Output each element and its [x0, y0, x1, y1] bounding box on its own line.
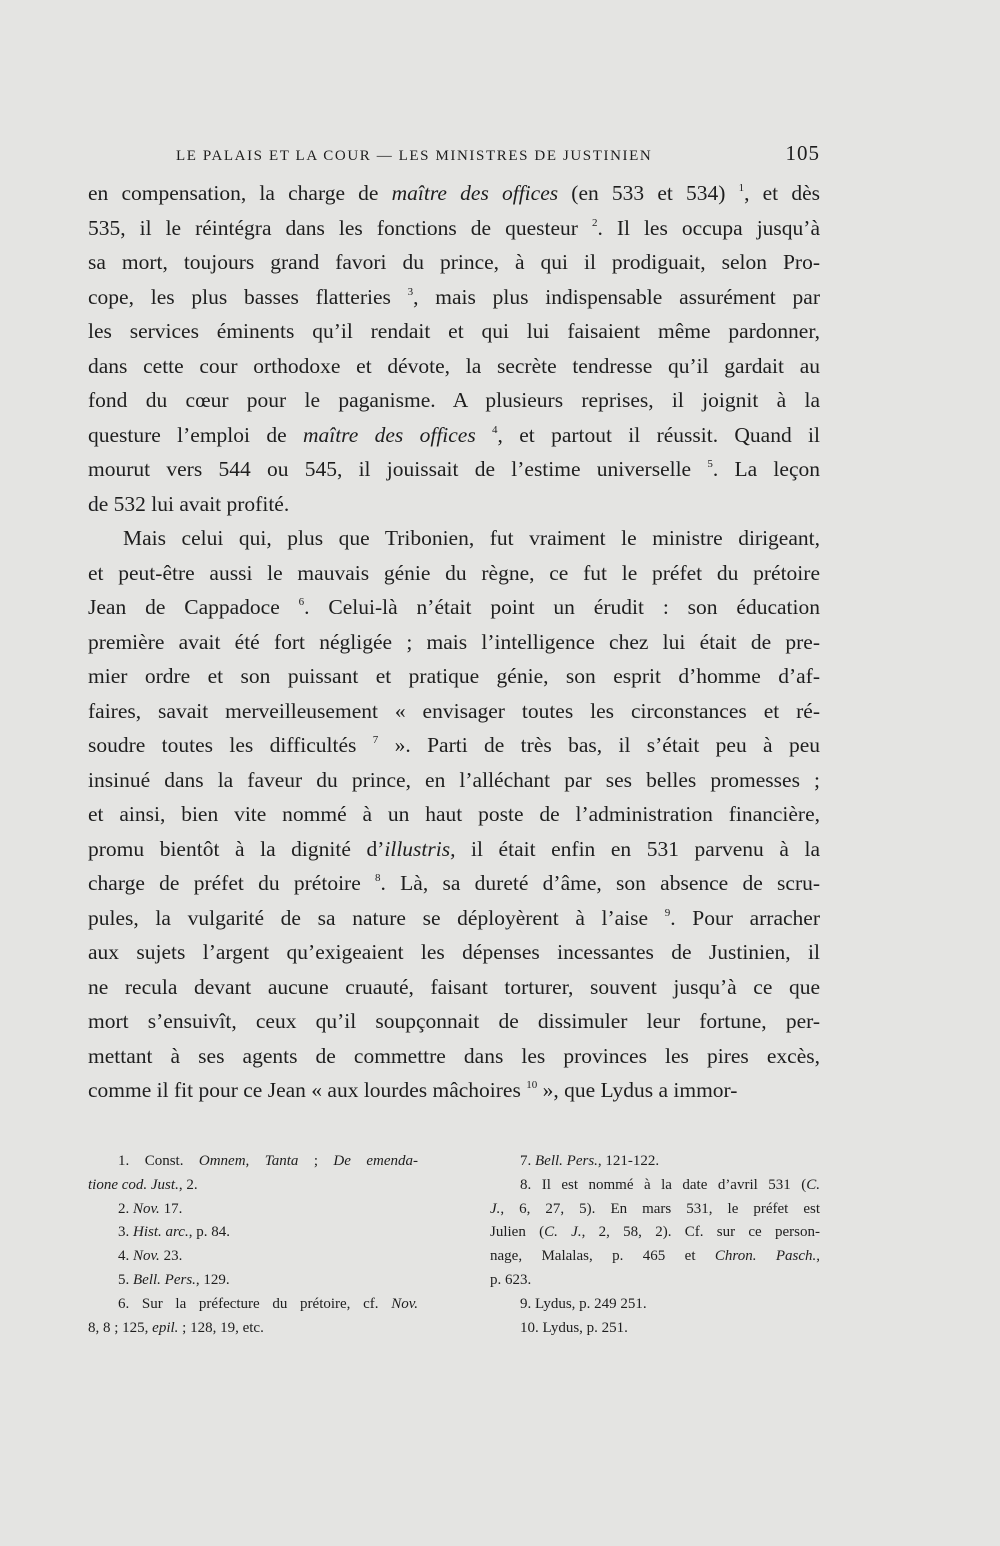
footnote: [88, 1221, 418, 1245]
text-line: promu bientôt à la dignité d’illustris, il était enfin en 531 parvenu à la: [88, 836, 820, 861]
footnote-line: 5. Bell. Pers., 129.: [118, 1271, 230, 1288]
italic-text: Omnem, Tanta: [198, 1153, 299, 1169]
italic-text: Bell. Pers.: [133, 1271, 196, 1288]
paragraph-2: [88, 521, 820, 1108]
footnote-line: tione cod. Just., 2.: [88, 1176, 198, 1193]
italic-text: Hist. arc.: [133, 1224, 189, 1241]
footnote: [88, 1293, 418, 1341]
italic-text: J.: [490, 1200, 501, 1217]
footnote-line: 1. Const. Omnem, Tanta ; De emenda-: [118, 1153, 418, 1169]
footnotes: [88, 1150, 820, 1340]
footnote: [490, 1150, 820, 1174]
footnote-marker: 10: [526, 1079, 538, 1091]
footnote-marker: 4: [492, 423, 498, 436]
text-line: les services éminents qu’il rendait et qui lui faisaient même pardonner,: [88, 319, 820, 343]
text-line: insinué dans la faveur du prince, en l’alléchant par ses belles promesses ;: [88, 767, 820, 792]
italic-text: Nov.: [133, 1200, 160, 1217]
footnote-line: 3. Hist. arc., p. 84.: [118, 1224, 230, 1241]
footnote-line: J., 6, 27, 5). En mars 531, le préfet est: [490, 1200, 820, 1217]
text-line: cope, les plus basses flatteries $^3$, mais plus indispensable assurément par: [88, 284, 821, 309]
italic-text: illustris,: [384, 836, 456, 861]
footnote-marker: 5: [707, 458, 713, 470]
text-line: ne recula devant aucune cruauté, faisant torturer, souvent jusqu’à ce que: [88, 974, 820, 999]
text-line: Mais celui qui, plus que Tribonien, fut vraiment le ministre dirigeant,: [123, 526, 820, 550]
paragraph-1: [88, 176, 820, 521]
footnote-line: 4. Nov. 23.: [118, 1248, 183, 1265]
footnote-line: 8, 8 ; 125, epil. ; 128, 19, etc.: [88, 1319, 264, 1336]
footnote: [88, 1198, 418, 1222]
text-line: mettant à ses agents de commettre dans les provinces les pires excès,: [88, 1043, 820, 1068]
text-line: faires, savait merveilleusement « envisager toutes les circonstances et ré-: [88, 698, 820, 723]
footnote-line: 8. Il est nommé à la date d’avril 531 (C.: [520, 1176, 820, 1193]
footnote-line: 2. Nov. 17.: [118, 1200, 183, 1217]
text-line: comme il fit pour ce Jean « aux lourdes mâchoires $^{10}$ », que Lydus a immor-: [88, 1078, 738, 1102]
text-line: et peut-être aussi le mauvais génie du règne, ce fut le préfet du prétoire: [88, 560, 820, 585]
text-line: et ainsi, bien vite nommé à un haut poste de l’administration financière,: [88, 802, 820, 826]
text-line: soudre toutes les difficultés $^7$ ». Parti de très bas, il s’était peu à peu: [88, 733, 820, 757]
footnote-marker: 3: [407, 285, 414, 298]
footnote-line: 6. Sur la préfecture du prétoire, cf. Nov.: [118, 1295, 418, 1312]
text-line: première avait été fort négligée ; mais l’intelligence chez lui était de pre-: [88, 629, 820, 654]
text-line: aux sujets l’argent qu’exigeaient les dépenses incessantes de Justinien, il: [88, 940, 820, 964]
footnote: [490, 1293, 820, 1317]
italic-text: maître des offices: [302, 422, 476, 447]
footnote: [88, 1150, 418, 1198]
page-header: [88, 141, 820, 171]
footnote-marker: 8: [375, 872, 381, 884]
text-line: de 532 lui avait profité.: [88, 491, 290, 516]
footnote: [88, 1245, 418, 1269]
text-line: dans cette cour orthodoxe et dévote, la secrète tendresse qu’il gardait au: [88, 353, 820, 378]
italic-text: De emenda-: [333, 1153, 418, 1169]
footnotes-left-column: [88, 1150, 418, 1340]
main-text: [88, 176, 820, 1108]
footnote-line: 9. Lydus, p. 249 251.: [520, 1295, 647, 1312]
text-line: fond du cœur pour le paganisme. A plusieurs reprises, il joignit à la: [88, 388, 820, 412]
footnote-marker: 6: [298, 596, 305, 608]
footnote-line: 10. Lydus, p. 251.: [520, 1319, 628, 1336]
italic-text: epil.: [152, 1319, 179, 1336]
text-line: Jean de Cappadoce $^6$. Celui-là n’était point un érudit : son éducation: [88, 595, 820, 619]
footnotes-right-column: [490, 1150, 820, 1340]
text-line: sa mort, toujours grand favori du prince, à qui il prodiguait, selon Pro-: [88, 250, 820, 274]
footnote-marker: 9: [664, 906, 671, 919]
footnote-marker: 1: [738, 182, 745, 194]
italic-text: Nov.: [133, 1248, 160, 1265]
footnote: [490, 1317, 820, 1341]
text-line: pules, la vulgarité de sa nature se déployèrent à l’aise $^9$. Pour arracher: [88, 905, 820, 930]
footnote-line: nage, Malalas, p. 465 et Chron. Pasch.,: [490, 1248, 821, 1265]
italic-text: C.: [806, 1176, 820, 1193]
footnote-marker: 2: [591, 216, 598, 229]
italic-text: tione cod. Just.: [88, 1176, 179, 1193]
italic-text: C. J.: [544, 1224, 582, 1241]
text-line: en compensation, la charge de maître des offices (en 533 et 534) $^1$, et dès: [88, 181, 820, 205]
running-head: LE PALAIS ET LA COUR — LES MINISTRES DE JUSTINIEN: [176, 148, 653, 164]
text-line: 535, il le réintégra dans les fonctions de questeur $^2$. Il les occupa jusqu’à: [88, 215, 821, 240]
text-line: questure l’emploi de maître des offices $^4$, et partout il réussit. Quand il: [88, 422, 820, 447]
italic-text: Bell. Pers.: [535, 1153, 598, 1169]
footnote: [490, 1174, 820, 1293]
text-line: mier ordre et son puissant et pratique génie, son esprit d’homme d’af-: [88, 664, 820, 688]
italic-text: maître des offices: [391, 181, 559, 205]
text-line: mort s’ensuivît, ceux qu’il soupçonnait de dissimuler leur fortune, per-: [88, 1009, 820, 1033]
italic-text: Nov.: [391, 1295, 418, 1312]
text-line: mourut vers 544 ou 545, il jouissait de l’estime universelle $^5$. La leçon: [88, 457, 820, 481]
footnote-line: p. 623.: [490, 1271, 532, 1288]
footnote-line: 7. Bell. Pers., 121-122.: [520, 1153, 660, 1169]
footnote: [88, 1269, 418, 1293]
footnote-line: Julien (C. J., 2, 58, 2). Cf. sur ce person-: [490, 1224, 820, 1241]
page-number: 105: [785, 141, 820, 165]
text-line: charge de préfet du prétoire $^8$. Là, sa dureté d’âme, son absence de scru-: [88, 871, 821, 895]
italic-text: Chron. Pasch.: [714, 1248, 817, 1265]
footnote-marker: 7: [372, 734, 379, 746]
